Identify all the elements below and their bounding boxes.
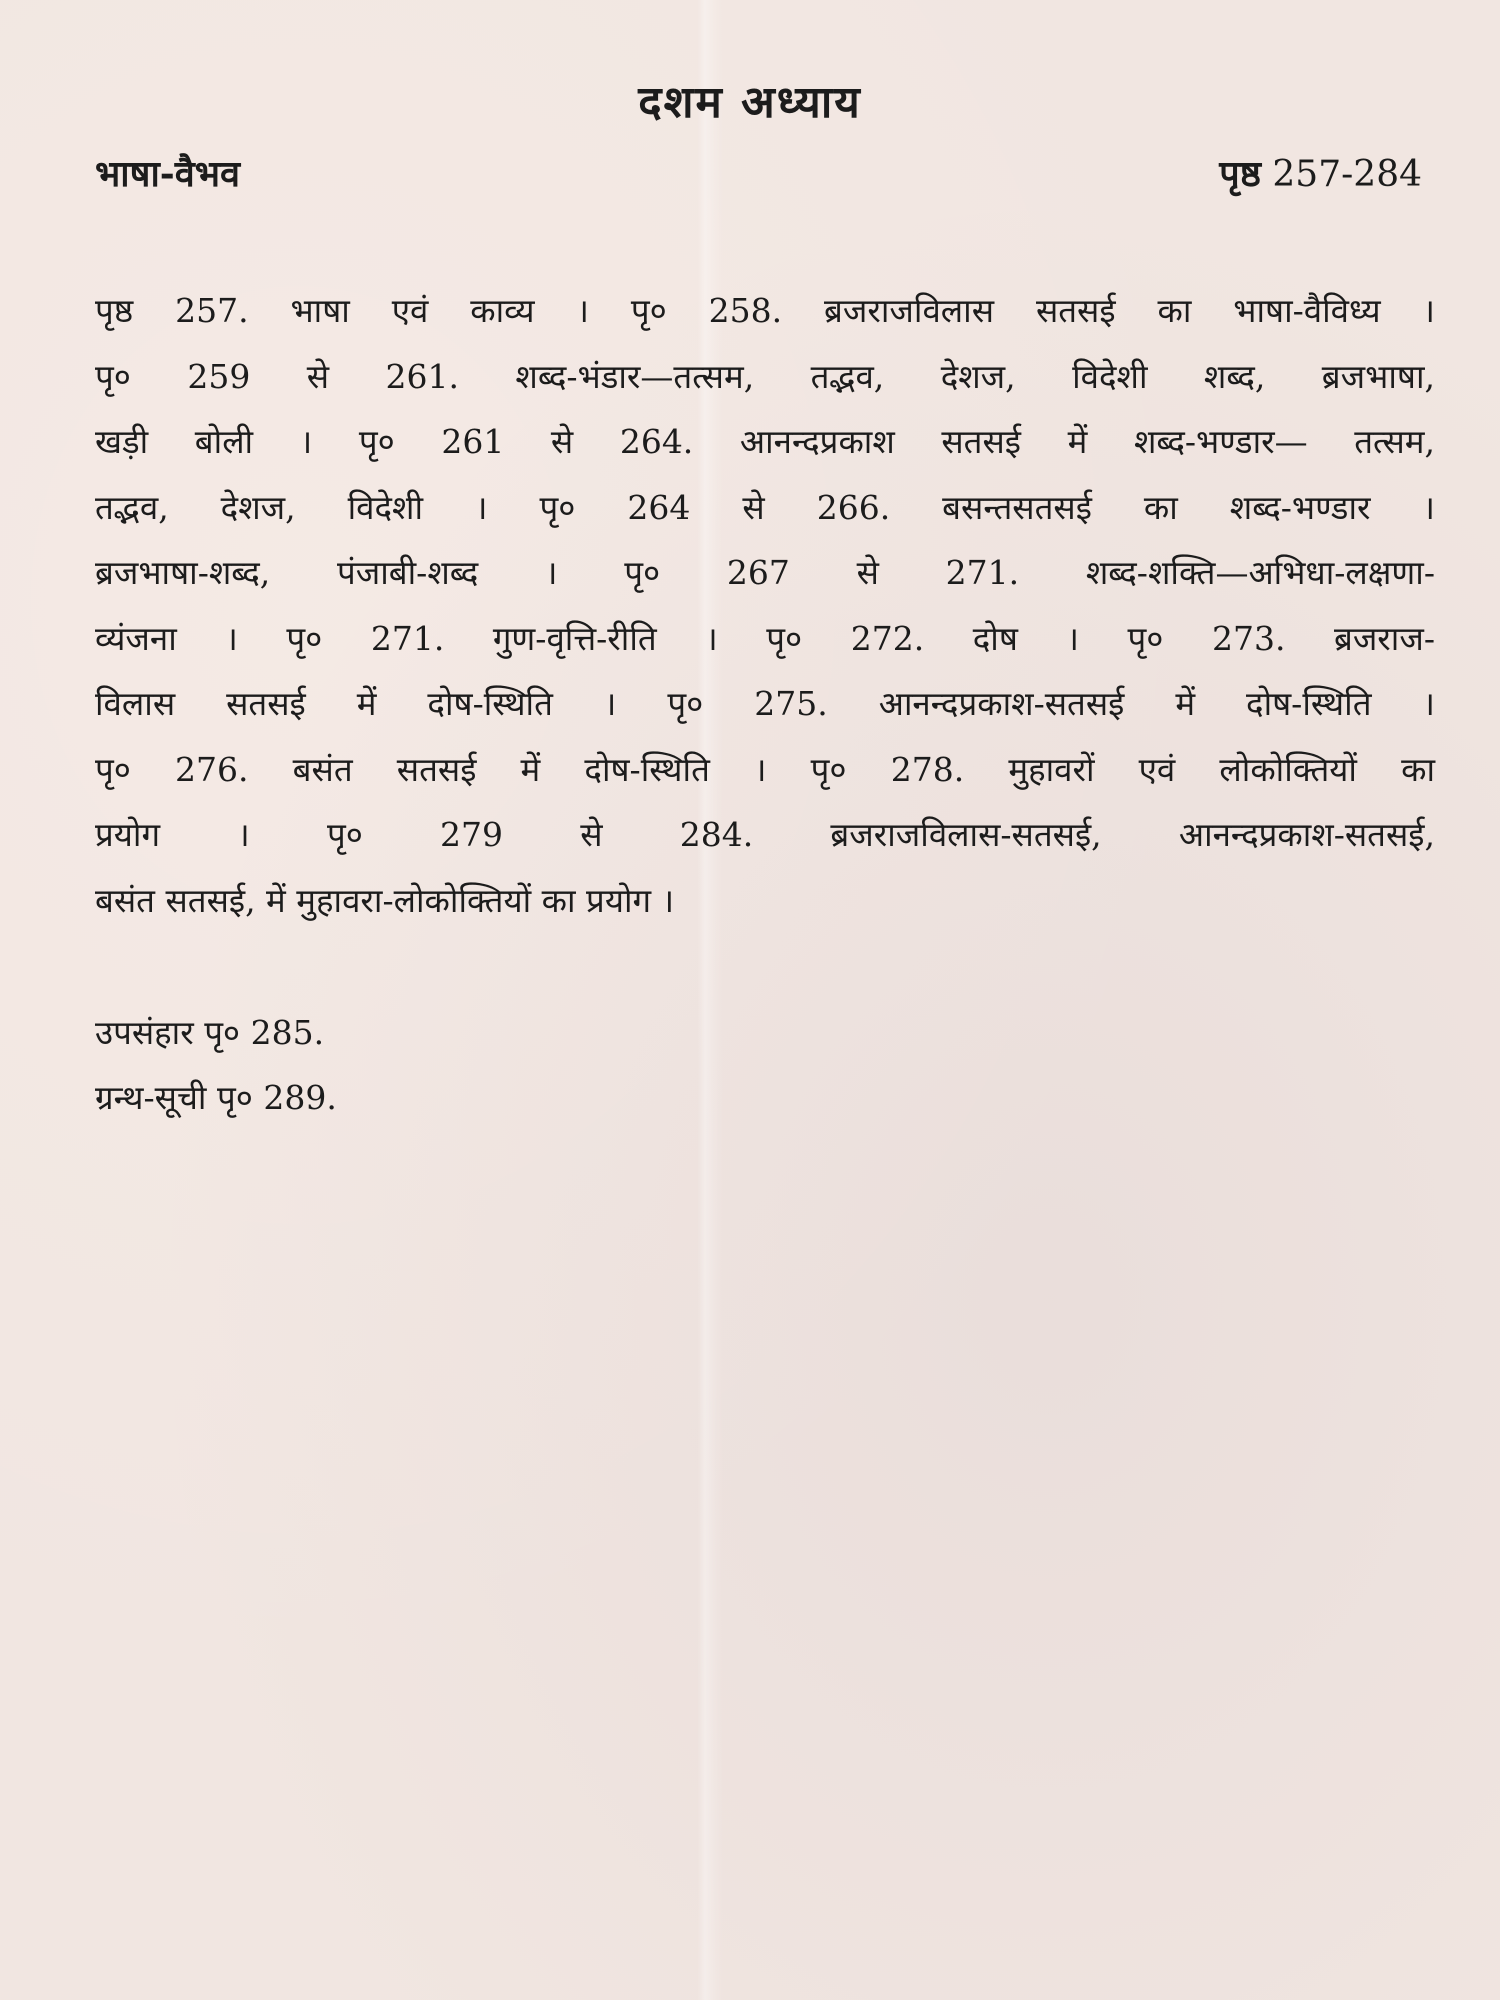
paragraph-line: तद्भव, देशज, विदेशी । पृ० 264 से 266. बसन्तसतसई का शब्द-भण्डार ।	[95, 487, 1435, 527]
section-page-range	[1219, 148, 1422, 197]
footer-entries	[95, 1000, 337, 1130]
paragraph-line: प्रयोग । पृ० 279 से 284. ब्रजराजविलास-सतसई, आनन्दप्रकाश-सतसई,	[95, 815, 1435, 854]
paragraph-line: पृ० 259 से 261. शब्द-भंडार—तत्सम, तद्भव, देशज, विदेशी शब्द, ब्रजभाषा,	[95, 356, 1435, 396]
paragraph-line: व्यंजना । पृ० 271. गुण-वृत्ति-रीति । पृ० 272. दोष । पृ० 273. ब्रजराज-	[95, 618, 1435, 658]
page-range-label: पृष्ठ	[1219, 153, 1261, 195]
chapter-title: दशम अध्याय	[638, 77, 862, 128]
contents-paragraph	[95, 278, 1435, 933]
page-range-value: 257-284	[1272, 154, 1422, 195]
section-title: भाषा-वैभव	[95, 153, 241, 195]
conclusion-entry: उपसंहार पृ० 285.	[95, 1013, 325, 1052]
paragraph-line: ब्रजभाषा-शब्द, पंजाबी-शब्द । पृ० 267 से 271. शब्द-शक्ति—अभिधा-लक्षणा-	[95, 553, 1435, 592]
bibliography-entry: ग्रन्थ-सूची पृ० 289.	[95, 1078, 337, 1117]
paragraph-line: खड़ी बोली । पृ० 261 से 264. आनन्दप्रकाश सतसई में शब्द-भण्डार— तत्सम,	[95, 422, 1435, 461]
paragraph-line: बसंत सतसई, में मुहावरा-लोकोक्तियों का प्रयोग ।	[95, 880, 675, 920]
paragraph-line: पृष्ठ 257. भाषा एवं काव्य । पृ० 258. ब्रजराजविलास सतसई का भाषा-वैविध्य ।	[95, 291, 1435, 330]
paragraph-line: विलास सतसई में दोष-स्थिति । पृ० 275. आनन्दप्रकाश-सतसई में दोष-स्थिति ।	[95, 684, 1435, 723]
paragraph-line: पृ० 276. बसंत सतसई में दोष-स्थिति । पृ० 278. मुहावरों एवं लोकोक्तियों का	[95, 749, 1435, 789]
